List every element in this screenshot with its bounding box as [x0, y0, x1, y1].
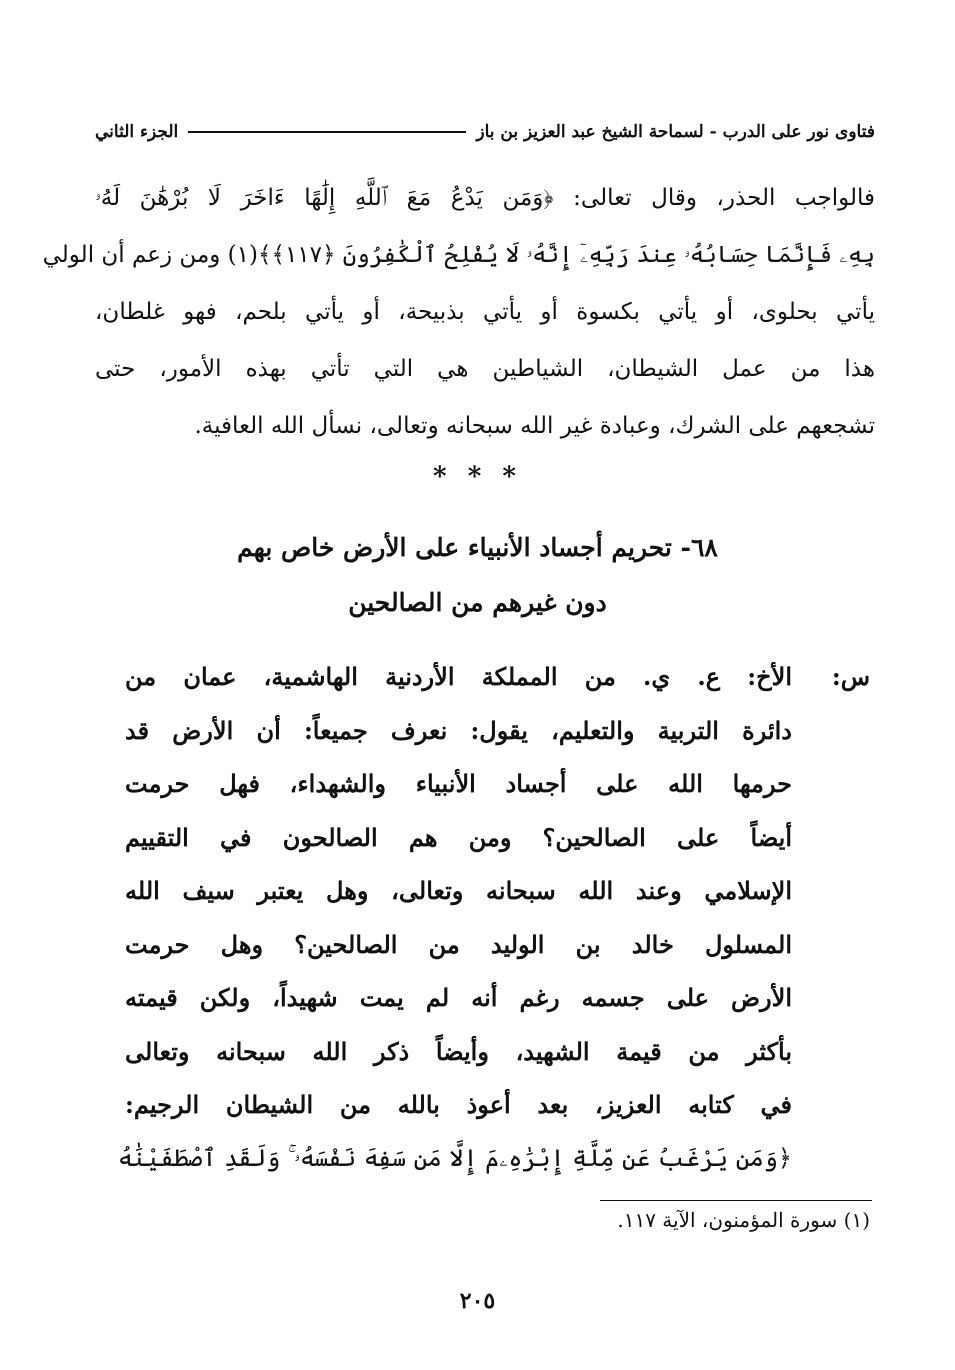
- intro-line: تشجعهم على الشرك، وعبادة غير الله سبحانه وتعالى، نسأل الله العافية.: [194, 413, 875, 439]
- intro-line: فالواجب الحذر، وقال تعالى: ﴿وَمَن يَدْعُ مَعَ ٱللَّهِ إِلَٰهًا ءَاخَرَ لَا بُرْهَٰنَ لَهُۥ: [95, 185, 875, 211]
- question-line: دائرة التربية والتعليم، يقول: نعرف جميعاً: أن الأرض قد: [125, 715, 792, 745]
- book-title: فتاوى نور على الدرب - لسماحة الشيخ عبد العزيز بن باز: [476, 122, 875, 142]
- question-line: بأكثر من قيمة الشهيد، وأيضاً ذكر الله سبحانه وتعالى: [125, 1036, 792, 1066]
- intro-line: هذا من عمل الشيطان، الشياطين هي التي تأتي بهذه الأمور، حتى: [95, 356, 875, 382]
- question-line: الإسلامي وعند الله سبحانه وتعالى، وهل يعتبر سيف الله: [125, 876, 792, 905]
- header-rule: [188, 131, 466, 133]
- fatwa-title-line1: ٦٨- تحريم أجساد الأنبياء على الأرض خاص بهم: [237, 533, 718, 562]
- question-line: في كتابه العزيز، بعد أعوذ بالله من الشيطان الرجيم:: [125, 1090, 792, 1119]
- quran-verse-line: ﴿وَمَن يَرْغَبُ عَن مِّلَّةِ إِبْرَٰهِۦمَ إِلَّا مَن سَفِهَ نَفْسَهُۥ ۚ وَلَقَدِ ٱصْطَفَيْنَٰهُ: [118, 1143, 792, 1172]
- intro-line: بِهِۦ فَإِنَّمَا حِسَابُهُۥ عِندَ رَبِّهِۦٓ إِنَّهُۥ لَا يُفْلِحُ ٱلْكَٰفِرُونَ ﴿١١٧﴾﴾(١) ومن زعم أن الولي: [42, 242, 875, 268]
- intro-line: يأتي بحلوى، أو يأتي بكسوة أو يأتي بذبيحة، أو يأتي بلحم، فهو غلطان،: [95, 299, 875, 325]
- question-line: الأرض على جسمه رغم أنه لم يمت شهيداً، ولكن قيمته: [125, 983, 792, 1012]
- question-label: س:: [831, 662, 870, 691]
- question-line: المسلول خالد بن الوليد من الصالحين؟ وهل حرمت: [125, 929, 792, 959]
- page-number: ٢٠٥: [459, 1288, 496, 1314]
- fatwa-title-line2: دون غيرهم من الصالحين: [348, 588, 607, 617]
- question-block: [118, 650, 870, 1185]
- footnote-divider: [600, 1200, 872, 1201]
- intro-paragraph: [42, 170, 875, 455]
- question-line: حرمها الله على أجساد الأنبياء والشهداء، فهل حرمت: [125, 769, 792, 798]
- running-header: [95, 112, 875, 152]
- section-separator: * * *: [433, 462, 522, 492]
- question-line: أيضاً على الصالحين؟ ومن هم الصالحون في التقييم: [125, 822, 792, 852]
- question-line: الأخ: ع. ي. من المملكة الأردنية الهاشمية، عمان من: [125, 662, 792, 691]
- fatwa-title: [0, 520, 955, 630]
- part-label: الجزء الثاني: [95, 122, 179, 142]
- footnote: (١) سورة المؤمنون، الآية ١١٧.: [617, 1208, 870, 1232]
